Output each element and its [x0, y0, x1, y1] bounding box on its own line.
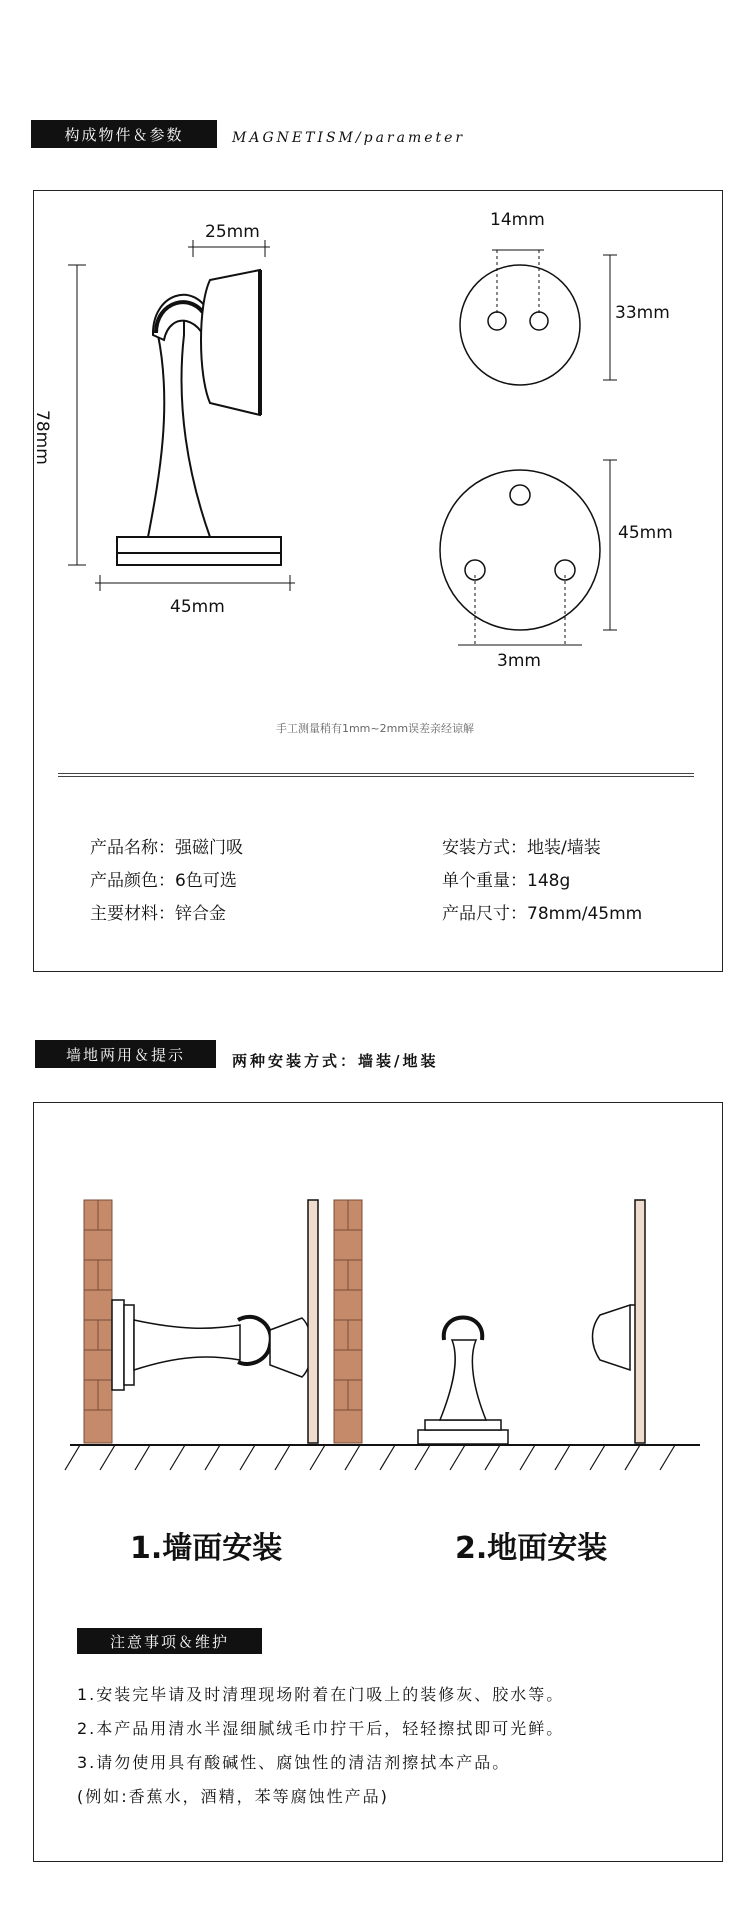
dim-plate-large: 45mm: [618, 523, 673, 543]
section2-tag: 墙地两用＆提示: [35, 1040, 216, 1068]
spec-color: 产品颜色：6色可选: [90, 871, 237, 891]
dim-hole-gap: 3mm: [497, 651, 541, 671]
spec-weight: 单个重量：148g: [442, 871, 571, 891]
magnet-head: [201, 270, 260, 415]
dim-height: 78mm: [32, 410, 52, 465]
note-4: (例如:香蕉水，酒精，苯等腐蚀性产品): [77, 1787, 389, 1806]
measurement-note: 手工测量稍有1mm~2mm误差亲经谅解: [275, 722, 475, 735]
screw-hole: [510, 485, 530, 505]
floor-install-label: 2.地面安装: [455, 1531, 608, 1566]
base-plate-lower: [117, 553, 281, 565]
double-divider: [58, 773, 694, 777]
dim-plate-small: 33mm: [615, 303, 670, 323]
base-plate: [117, 537, 281, 553]
section2-subtitle: 两种安装方式：墙装/地装: [232, 1052, 439, 1070]
wall-install-label: 1.墙面安装: [130, 1531, 283, 1566]
screw-hole: [530, 312, 548, 330]
spec-material: 主要材料：锌合金: [90, 904, 226, 924]
note-1: 1.安装完毕请及时清理现场附着在门吸上的装修灰、胶水等。: [77, 1685, 565, 1704]
spec-size: 产品尺寸：78mm/45mm: [442, 904, 643, 924]
screw-hole: [488, 312, 506, 330]
dim-base-width: 45mm: [170, 597, 225, 617]
spec-name: 产品名称：强磁门吸: [90, 838, 243, 858]
dim-top-width: 25mm: [205, 222, 260, 242]
large-mount-plate: [430, 455, 650, 675]
installation-illustration: [40, 1180, 720, 1480]
door-right: [635, 1200, 645, 1443]
notes-tag: 注意事项＆维护: [77, 1628, 262, 1654]
section1-tag: 构成物件＆参数: [31, 120, 217, 148]
product-side-drawing: [60, 205, 330, 625]
section1-subtitle: MAGNETISM/parameter: [232, 130, 466, 146]
note-3: 3.请勿使用具有酸碱性、腐蚀性的清洁剂擦拭本产品。: [77, 1753, 511, 1772]
ground-hatch: [65, 1445, 675, 1470]
note-2: 2.本产品用清水半湿细腻绒毛巾拧干后，轻轻擦拭即可光鲜。: [77, 1719, 565, 1738]
spec-install: 安装方式：地装/墙装: [442, 838, 601, 858]
dim-hole-spacing: 14mm: [490, 210, 545, 230]
door-left: [308, 1200, 318, 1443]
